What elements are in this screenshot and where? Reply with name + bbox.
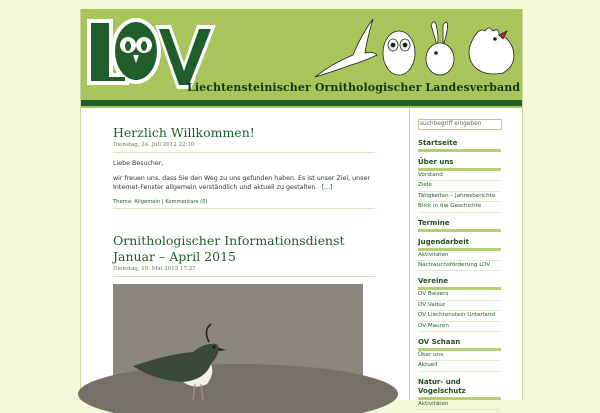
post-paragraph-text: wir freuen uns, dass Sie den Weg zu uns gefunden haben. Es ist unser Ziel, unser Internet-Fenster allgemein verständlich und aktuell zu gestalten. [113,175,370,191]
lapwing-bird-icon [113,284,363,409]
post-date: Dienstag, 19. Mai 2015 17:27 [113,266,375,277]
sidebar-item-ov-mauren[interactable]: OV Mauren [418,322,501,332]
post-welcome [113,125,375,209]
sidebar-item-schaan-ueber-uns[interactable]: Über uns [418,351,501,361]
sidebar-heading[interactable]: Jugendarbeit [418,238,501,251]
sidebar-section-ov-schaan [418,338,501,372]
sidebar-heading[interactable]: Vereine [418,277,501,290]
header-divider-light [81,106,522,108]
animal-illustrations-icon [313,15,523,79]
sidebar-section-naturschutz [418,378,501,410]
sidebar-section-startseite [418,139,501,152]
sidebar-heading[interactable]: Über uns [418,158,501,171]
sidebar-item-ov-balzers[interactable]: OV Balzers [418,290,501,300]
sidebar-heading[interactable]: Termine [418,219,501,232]
sidebar-section-vereine [418,277,501,332]
page-container [80,9,523,407]
site-name[interactable]: Liechtensteinischer Ornithologischer Landesverband [187,81,521,94]
sidebar-section-termine [418,219,501,232]
post-informationsdienst [113,233,375,277]
sidebar-item-schaan-aktuell[interactable]: Aktuell [418,361,501,371]
sidebar-item-taetigkeiten[interactable]: Tätigkeiten – Jahresberichte [418,192,501,202]
sidebar-section-ueber-uns [418,158,501,213]
post-meta[interactable]: Thema: Allgemein | Kommentare (0) [113,199,375,209]
search-input[interactable]: suchbegriff eingeben [418,119,502,130]
sidebar-divider [409,108,410,400]
sidebar-item-aktivitaeten[interactable]: Aktivitäten [418,251,501,261]
sidebar-item-nachwuchs[interactable]: Nachwuchsförderung LOV [418,261,501,271]
sidebar-item-ov-unterland[interactable]: OV Liechtenstein Unterland [418,311,501,321]
sidebar-item-ziele[interactable]: Ziele [418,181,501,191]
post-title[interactable]: Ornithologischer Informationsdienst Januar – April 2015 [113,233,345,264]
post-photo-lapwing[interactable] [113,284,363,409]
sidebar [418,119,501,410]
sidebar-item-vorstand[interactable]: Vorstand [418,171,501,181]
sidebar-item-ov-vaduz[interactable]: OV Vaduz [418,301,501,311]
post-paragraph [113,174,375,192]
post-date: Dienstag, 24. Juli 2012 22:10 [113,142,375,153]
site-header [81,9,522,100]
read-more-link[interactable]: [...] [321,184,333,191]
post-body [113,159,375,192]
sidebar-item-natur-aktivitaeten[interactable]: Aktivitäten [418,400,501,410]
post-title[interactable]: Herzlich Willkommen! [113,125,255,140]
sidebar-item-geschichte[interactable]: Blick in die Geschichte [418,202,501,212]
post-greeting: Liebe Besucher, [113,160,164,167]
sidebar-heading[interactable]: Natur- und Vogelschutz [418,378,501,400]
sidebar-heading[interactable]: OV Schaan [418,338,501,351]
main-content [113,125,375,209]
sidebar-heading[interactable]: Startseite [418,139,501,152]
sidebar-section-jugendarbeit [418,238,501,272]
